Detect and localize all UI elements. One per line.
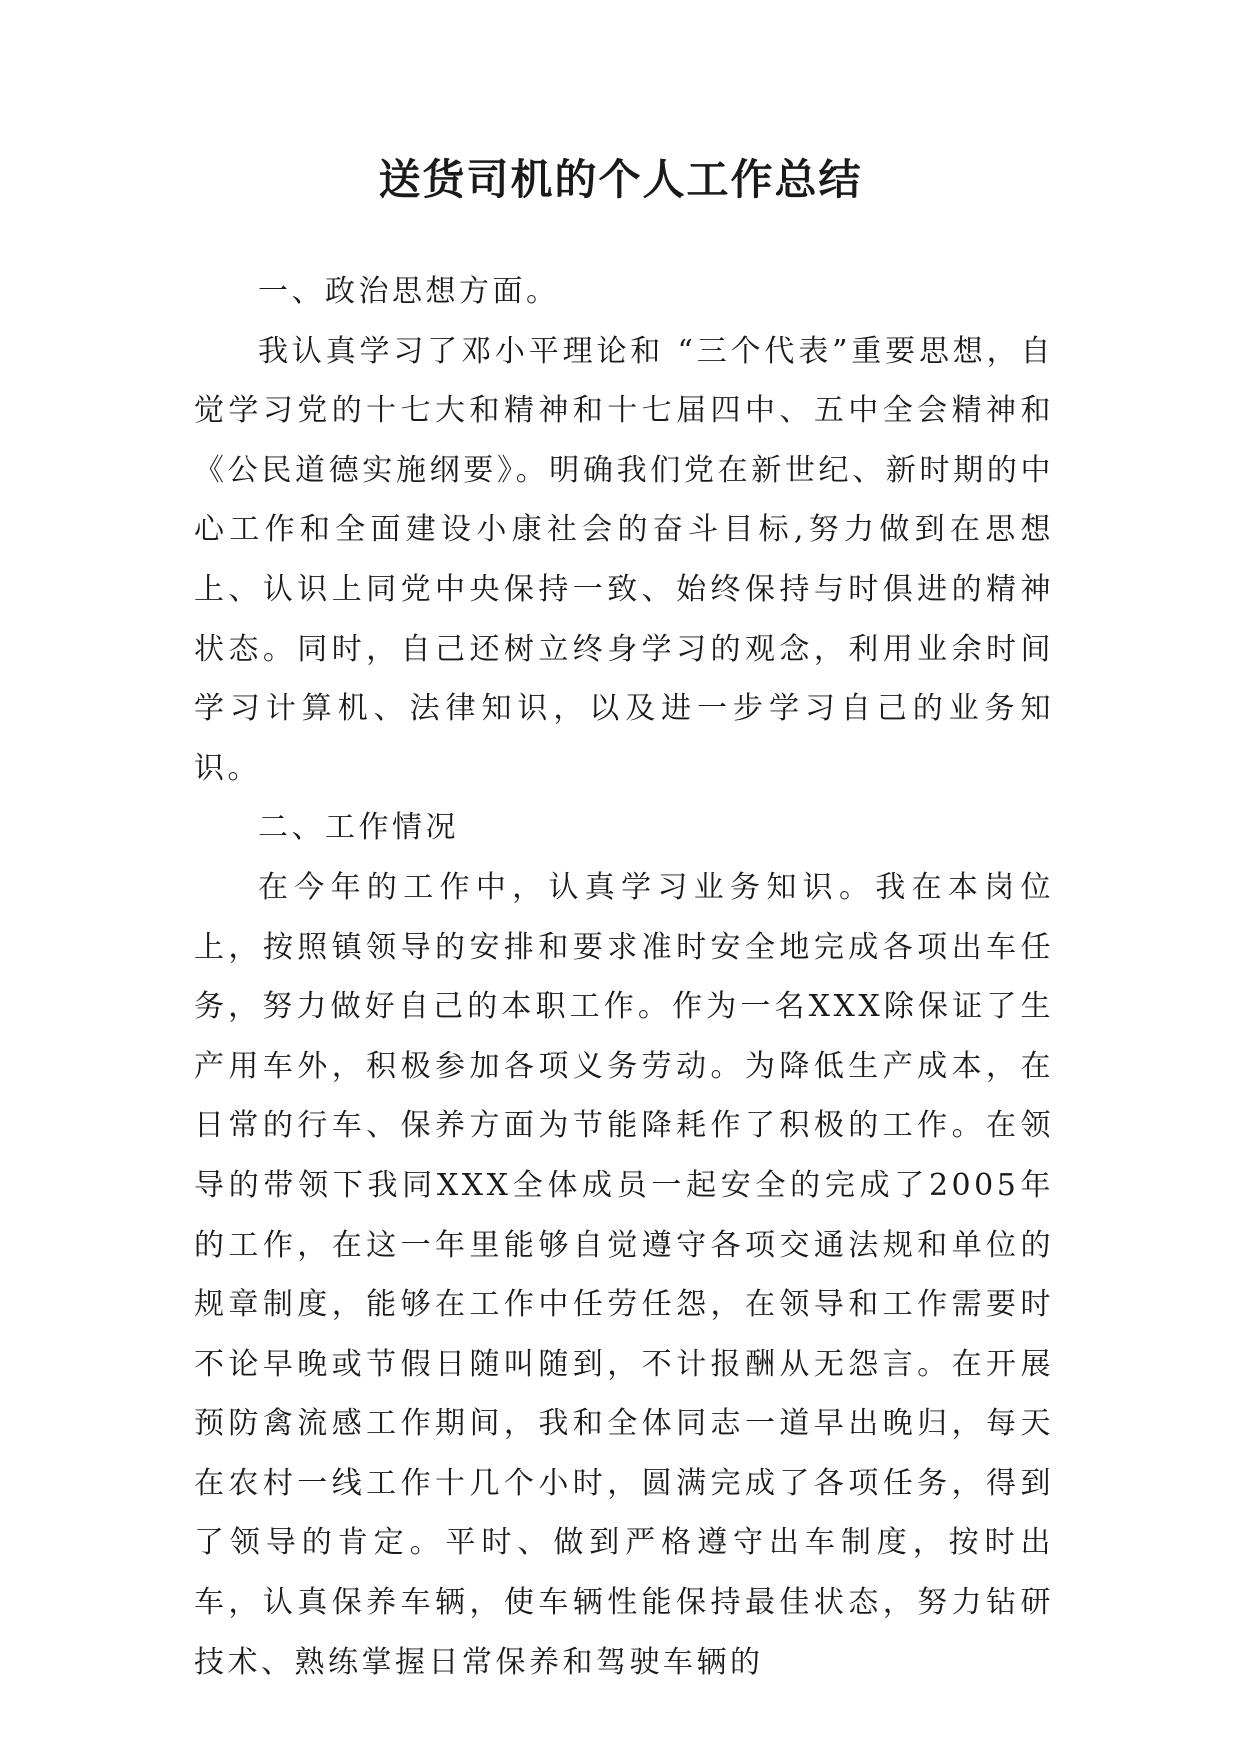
document-title: 送货司机的个人工作总结 <box>378 155 863 204</box>
section-heading-work: 二、工作情况 <box>258 810 459 846</box>
paragraph-politics: 我认真学习了邓小平理论和 “三个代表”重要思想，自觉学习党的十七大和精神和十七届四中、五中全会精神和《公民道德实施纲要》。明确我们党在新世纪、新时期的中心工作和全面建设小康社会的奋斗目标,努力做到在思想上、认识上同党中央保持一致、始终保持与时俱进的精神状态。同时，自己还树立终身学习的观念，利用业余时间学习计算机、法律知识，以及进一步学习自己的业务知识。 <box>194 333 1054 786</box>
paragraph-work: 在今年的工作中，认真学习业务知识。我在本岗位上，按照镇领导的安排和要求准时安全地完成各项出车任务，努力做好自己的本职工作。作为一名XXX除保证了生产用车外，积极参加各项义务劳动。为降低生产成本，在日常的行车、保养方面为节能降耗作了积极的工作。在领导的带领下我同XXX全体成员一起安全的完成了2005年的工作，在这一年里能够自觉遵守各项交通法规和单位的规章制度，能够在工作中任劳任怨，在领导和工作需要时不论早晚或节假日随叫随到，不计报酬从无怨言。在开展预防禽流感工作期间，我和全体同志一道早出晚归，每天在农村一线工作十几个小时，圆满完成了各项任务，得到了领导的肯定。平时、做到严格遵守出车制度，按时出车，认真保养车辆，使车辆性能保持最佳状态，努力钻研技术、熟练掌握日常保养和驾驶车辆的 <box>194 869 1054 1680</box>
document-body <box>194 262 1054 1692</box>
section-heading-politics: 一、政治思想方面。 <box>258 274 560 309</box>
